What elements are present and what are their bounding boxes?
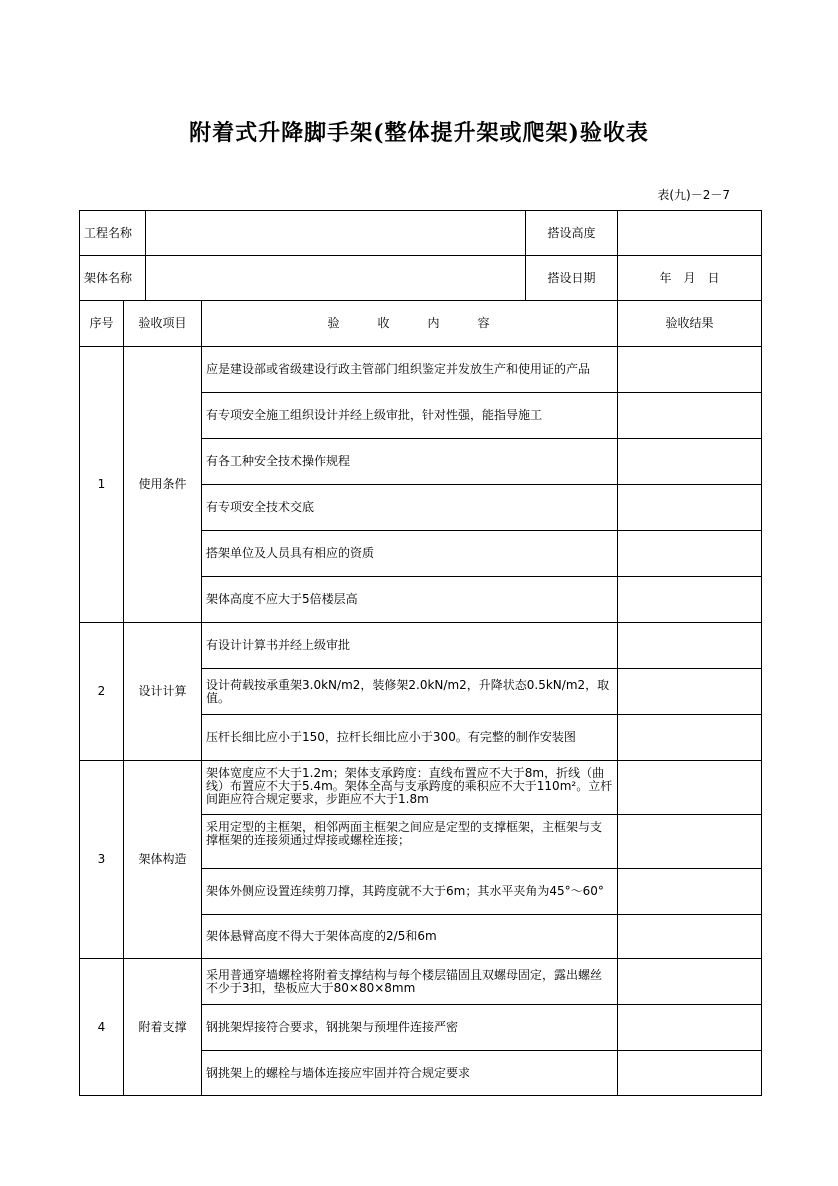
check-result-field[interactable] [618,485,762,531]
table-row [80,623,762,669]
table-row [80,959,762,1005]
check-content: 应是建设部或省级建设行政主管部门组织鉴定并发放生产和使用证的产品 [202,347,618,393]
table-row [80,761,762,815]
group-no: 2 [80,623,124,761]
check-content: 采用定型的主框架，相邻两面主框架之间应是定型的支撑框架，主框架与支撑框架的连接须通过焊接或螺栓连接； [202,815,618,869]
group-item: 设计计算 [124,623,202,761]
group-no: 4 [80,959,124,1096]
group-item: 架体构造 [124,761,202,959]
frame-name-label: 架体名称 [80,256,146,301]
check-result-field[interactable] [618,959,762,1005]
project-name-field[interactable] [146,211,526,256]
group-item: 附着支撑 [124,959,202,1096]
check-result-field[interactable] [618,623,762,669]
check-content: 搭架单位及人员具有相应的资质 [202,531,618,577]
check-result-field[interactable] [618,577,762,623]
check-content: 有各工种安全技术操作规程 [202,439,618,485]
col-no-header: 序号 [80,301,124,347]
check-result-field[interactable] [618,815,762,869]
check-content: 采用普通穿墙螺栓将附着支撑结构与每个楼层锚固且双螺母固定，露出螺丝不少于3扣，垫板应大于80×80×8mm [202,959,618,1005]
col-result-header: 验收结果 [618,301,762,347]
check-result-field[interactable] [618,715,762,761]
check-content: 架体宽度应不大于1.2m；架体支承跨度：直线布置应不大于8m，折线（曲线）布置应不大于5.4m。架体全高与支承跨度的乘积应不大于110m²。立杆间距应符合规定要求，步距应不大于1.8m [202,761,618,815]
check-content: 架体高度不应大于5倍楼层高 [202,577,618,623]
date-field[interactable]: 年 月 日 [618,256,762,301]
check-content: 钢挑架焊接符合要求，钢挑架与预埋件连接严密 [202,1005,618,1051]
check-result-field[interactable] [618,1051,762,1096]
check-content: 压杆长细比应小于150，拉杆长细比应小于300。有完整的制作安装图 [202,715,618,761]
check-content: 架体外侧应设置连续剪刀撑，其跨度就不大于6m；其水平夹角为45°～60° [202,869,618,915]
check-result-field[interactable] [618,393,762,439]
check-result-field[interactable] [618,347,762,393]
col-item-header: 验收项目 [124,301,202,347]
check-content: 架体悬臂高度不得大于架体高度的2/5和6m [202,915,618,959]
form-code: 表(九)－2－7 [657,188,730,202]
check-content: 有专项安全技术交底 [202,485,618,531]
group-item: 使用条件 [124,347,202,623]
check-result-field[interactable] [618,869,762,915]
check-content: 钢挑架上的螺栓与墙体连接应牢固并符合规定要求 [202,1051,618,1096]
check-result-field[interactable] [618,1005,762,1051]
frame-name-field[interactable] [146,256,526,301]
acceptance-table [79,210,762,1096]
check-content: 设计荷载按承重架3.0kN/m2，装修架2.0kN/m2，升降状态0.5kN/m2，取值。 [202,669,618,715]
check-result-field[interactable] [618,531,762,577]
check-result-field[interactable] [618,761,762,815]
check-content: 有专项安全施工组织设计并经上级审批，针对性强，能指导施工 [202,393,618,439]
date-label: 搭设日期 [526,256,618,301]
group-no: 1 [80,347,124,623]
project-name-label: 工程名称 [80,211,146,256]
height-label: 搭设高度 [526,211,618,256]
page-title: 附着式升降脚手架(整体提升架或爬架)验收表 [189,120,649,146]
check-content: 有设计计算书并经上级审批 [202,623,618,669]
table-row [80,347,762,393]
check-result-field[interactable] [618,915,762,959]
check-result-field[interactable] [618,439,762,485]
group-no: 3 [80,761,124,959]
col-content-header: 验收内容 [202,301,618,347]
check-result-field[interactable] [618,669,762,715]
height-field[interactable] [618,211,762,256]
